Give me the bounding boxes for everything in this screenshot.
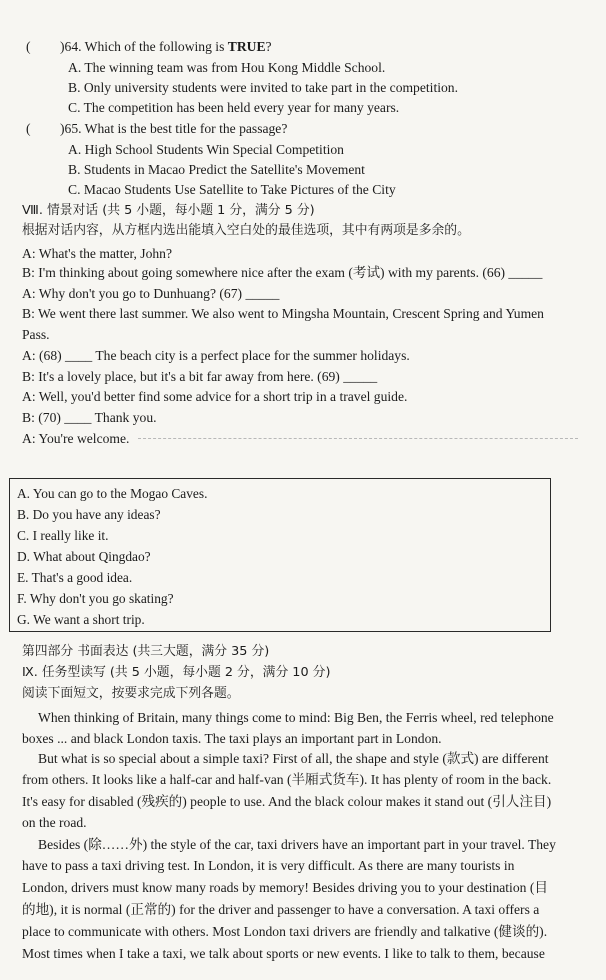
question-text: )65. What is the best title for the passage?	[60, 121, 288, 136]
question-text: )64. Which of the following is	[60, 39, 228, 54]
passage-line: When thinking of Britain, many things come to mind: Big Ben, the Ferris wheel, red telephone	[38, 710, 554, 725]
choice-g: G. We want a short trip.	[17, 612, 145, 627]
part-4-heading: 第四部分 书面表达 (共三大题，满分 35 分)	[22, 644, 270, 659]
choice-e: E. That's a good idea.	[17, 570, 133, 585]
question-65	[26, 122, 287, 136]
option-64-a: A. The winning team was from Hou Kong Middle School.	[68, 60, 386, 75]
section-8-instruction: 根据对话内容，从方框内选出能填入空白处的最佳选项，其中有两项是多余的。	[22, 223, 470, 238]
passage-line: It's easy for disabled (残疾的) people to use. And the black colour makes it stand out (引人注目)	[22, 794, 552, 809]
passage-line: place to communicate with others. Most London taxi drivers are friendly and talkative (健谈的).	[22, 924, 548, 939]
passage-line: Most times when I take a taxi, we talk about sports or new events. I like to talk to them, because	[22, 946, 545, 961]
dialogue-line: B: (70) ____ Thank you.	[22, 410, 157, 425]
answer-paren: (	[26, 39, 31, 54]
choice-c: C. I really like it.	[17, 528, 109, 543]
passage-line: have to pass a taxi driving test. In London, it is very difficult. As there are many tourists in	[22, 858, 515, 873]
question-text-end: ?	[265, 39, 272, 54]
choice-d: D. What about Qingdao?	[17, 549, 151, 564]
passage-line: from others. It looks like a half-car and half-van (半厢式货车). It has plenty of room in the back.	[22, 772, 552, 787]
dialogue-line: B: We went there last summer. We also went to Mingsha Mountain, Crescent Spring and Yumen	[22, 306, 544, 321]
dialogue-line: Pass.	[22, 327, 50, 342]
passage-line: on the road.	[22, 815, 87, 830]
option-64-c: C. The competition has been held every year for many years.	[68, 100, 400, 115]
question-64	[26, 40, 272, 54]
option-65-a: A. High School Students Win Special Competition	[68, 142, 344, 157]
section-9-instruction: 阅读下面短文，按要求完成下列各题。	[22, 686, 240, 701]
dialogue-line: A: What's the matter, John?	[22, 246, 173, 261]
choice-a: A. You can go to the Mogao Caves.	[17, 486, 208, 501]
faded-divider	[138, 438, 578, 439]
passage-line: But what is so special about a simple taxi? First of all, the shape and style (款式) are different	[38, 751, 549, 766]
passage-line: London, drivers must know many roads by memory! Besides driving you to your destination (目	[22, 880, 548, 895]
dialogue-line: B: I'm thinking about going somewhere nice after the exam (考试) with my parents. (66) _____	[22, 265, 543, 280]
dialogue-line: B: It's a lovely place, but it's a bit far away from here. (69) _____	[22, 369, 378, 384]
passage-line: 的地), it is normal (正常的) for the driver and passenger to have a conversation. A taxi offers a	[22, 902, 540, 917]
option-65-c: C. Macao Students Use Satellite to Take Pictures of the City	[68, 182, 396, 197]
dialogue-line: A: You're welcome.	[22, 431, 130, 446]
dialogue-line: A: (68) ____ The beach city is a perfect place for the summer holidays.	[22, 348, 410, 363]
option-65-b: B. Students in Macao Predict the Satellite's Movement	[68, 162, 365, 177]
passage-line: Besides (除……外) the style of the car, taxi drivers have an important part in your travel. They	[38, 837, 556, 852]
choices-box	[9, 478, 551, 632]
dialogue-line: A: Well, you'd better find some advice for a short trip in a travel guide.	[22, 389, 408, 404]
passage-line: boxes ... and black London taxis. The taxi plays an important part in London.	[22, 731, 442, 746]
choice-f: F. Why don't you go skating?	[17, 591, 174, 606]
section-9-heading: Ⅸ. 任务型读写 (共 5 小题，每小题 2 分，满分 10 分)	[22, 665, 331, 680]
answer-paren: (	[26, 121, 31, 136]
dialogue-line: A: Why don't you go to Dunhuang? (67) _____	[22, 286, 280, 301]
choice-b: B. Do you have any ideas?	[17, 507, 161, 522]
option-64-b: B. Only university students were invited to take part in the competition.	[68, 80, 458, 95]
question-emphasis: TRUE	[227, 39, 266, 54]
section-8-heading: Ⅷ. 情景对话 (共 5 小题，每小题 1 分，满分 5 分)	[22, 203, 315, 218]
